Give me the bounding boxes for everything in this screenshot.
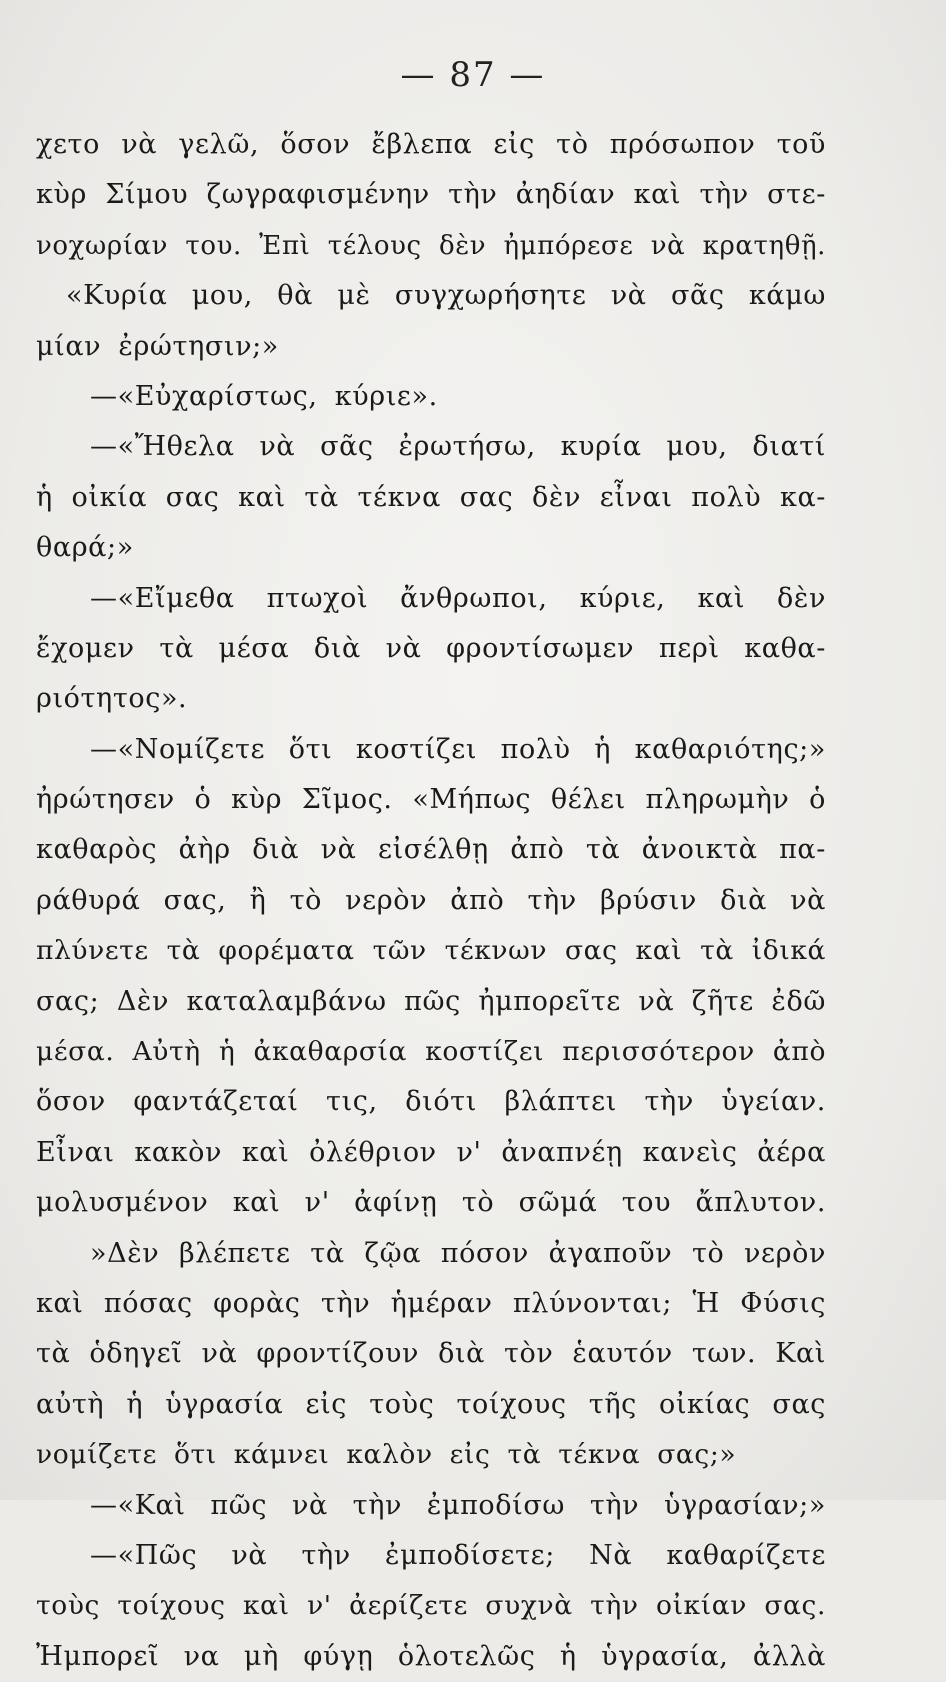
text-line: καθαρὸς ἀὴρ διὰ νὰ εἰσέλθῃ ἀπὸ τὰ ἀνοικτὰ πα- (36, 834, 826, 866)
text-line: νομίζετε ὅτι κάμνει καλὸν εἰς τὰ τέκνα σας;» (36, 1439, 737, 1471)
text-line: μολυσμένον καὶ ν' ἀφίνῃ τὸ σῶμά του ἄπλυτον. (36, 1187, 826, 1219)
text-line: κὺρ Σίμου ζωγραφισμένην τὴν ἀηδίαν καὶ τὴν στε- (36, 179, 826, 211)
text-line: «Κυρία μου, θὰ μὲ συγχωρήσητε νὰ σᾶς κάμω (66, 280, 826, 312)
text-line: —«Ἤθελα νὰ σᾶς ἐρωτήσω, κυρία μου, διατί (90, 431, 826, 463)
text-line: τοὺς τοίχους καὶ ν' ἀερίζετε συχνὰ τὴν οἰκίαν σας. (36, 1590, 826, 1622)
text-line: τὰ ὁδηγεῖ νὰ φροντίζουν διὰ τὸν ἑαυτόν των. Καὶ (36, 1338, 826, 1370)
text-line: —«Εἴμεθα πτωχοὶ ἄνθρωποι, κύριε, καὶ δὲν (90, 582, 826, 614)
text-line: »Δὲν βλέπετε τὰ ζῷα πόσον ἀγαποῦν τὸ νερὸν (90, 1237, 826, 1269)
text-line: μίαν ἐρώτησιν;» (36, 330, 279, 362)
text-line: Εἶναι κακὸν καὶ ὀλέθριον ν' ἀναπνέῃ κανεὶς ἀέρα (36, 1136, 826, 1168)
text-line: Ἠμπορεῖ να μὴ φύγῃ ὁλοτελῶς ἡ ὑγρασία, ἀλλὰ (36, 1640, 826, 1672)
text-line: αὐτὴ ἡ ὑγρασία εἰς τοὺς τοίχους τῆς οἰκίας σας (36, 1388, 826, 1420)
text-line: ἠρώτησεν ὁ κὺρ Σῖμος. «Μήπως θέλει πληρωμὴν ὁ (36, 784, 826, 816)
page-number: — 87 — (400, 55, 546, 95)
text-line: —«Καὶ πῶς νὰ τὴν ἐμποδίσω τὴν ὑγρασίαν;» (90, 1489, 826, 1521)
text-line: χετο νὰ γελῶ, ὅσον ἔβλεπα εἰς τὸ πρόσωπον τοῦ (36, 129, 826, 160)
text-line: —«Νομίζετε ὅτι κοστίζει πολὺ ἡ καθαριότης;» (90, 733, 826, 765)
text-line: σας; Δὲν καταλαμβάνω πῶς ἠμπορεῖτε νὰ ζῆτε ἐδῶ (36, 985, 826, 1017)
text-line: —«Εὐχαρίστως, κύριε». (90, 380, 438, 412)
text-line: μέσα. Αὐτὴ ἡ ἀκαθαρσία κοστίζει περισσότερον ἀπὸ (36, 1036, 826, 1068)
text-line: πλύνετε τὰ φορέματα τῶν τέκνων σας καὶ τὰ ἰδικά (36, 935, 826, 967)
text-line: νοχωρίαν του. Ἐπὶ τέλους δὲν ἠμπόρεσε νὰ κρατηθῇ. (36, 230, 826, 261)
page-body (36, 120, 826, 1682)
text-line: ριότητος». (36, 683, 188, 715)
text-line: ἔχομεν τὰ μέσα διὰ νὰ φροντίσωμεν περὶ καθα- (36, 632, 826, 664)
text-line: θαρά;» (36, 532, 134, 564)
text-line: ὅσον φαντάζεταί τις, διότι βλάπτει τὴν ὑγείαν. (36, 1086, 826, 1118)
text-line: καὶ πόσας φορὰς τὴν ἡμέραν πλύνονται; Ἡ Φύσις (36, 1287, 826, 1319)
text-line: —«Πῶς νὰ τὴν ἐμποδίσετε; Νὰ καθαρίζετε (90, 1539, 826, 1571)
text-line: ἡ οἰκία σας καὶ τὰ τέκνα σας δὲν εἶναι πολὺ κα- (36, 481, 826, 513)
text-line: ράθυρά σας, ἢ τὸ νερὸν ἀπὸ τὴν βρύσιν διὰ νὰ (36, 884, 826, 916)
